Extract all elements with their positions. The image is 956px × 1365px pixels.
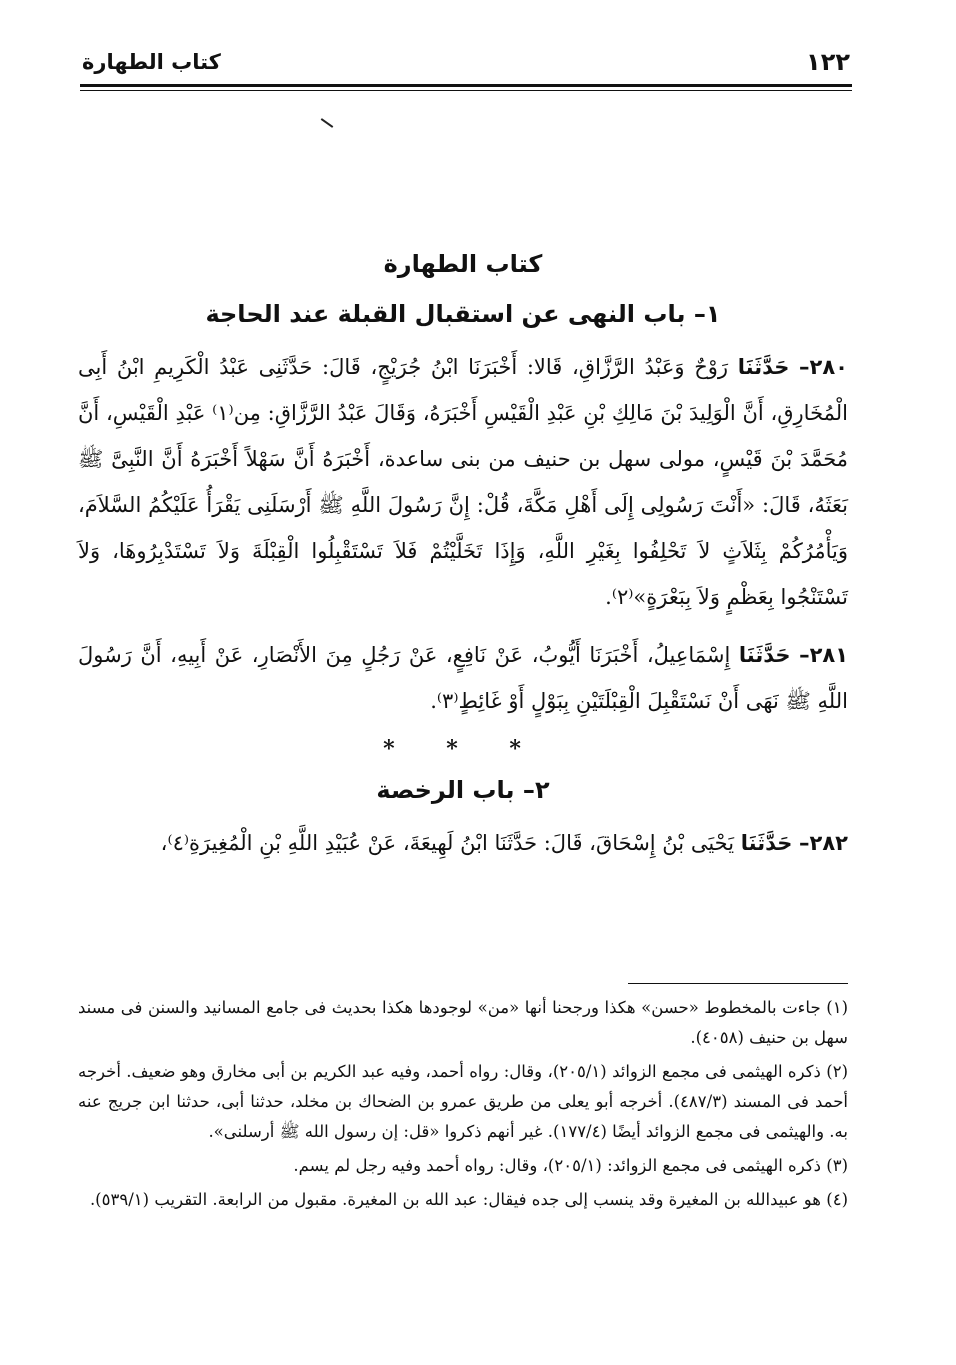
running-title: كتاب الطهارة — [82, 50, 221, 74]
hadith-number: ٢٨١– — [799, 643, 849, 667]
hadith-lead: حَدَّثَنَا — [737, 355, 790, 379]
footnote-4: (٤) هو عبيدالله بن المغيرة وقد ينسب إلى جده فيقال: عبد الله بن المغيرة. مقبول من الرابعة. التقريب (٥٣٩/١). — [89, 1190, 848, 1209]
footnote-3: (٣) ذكره الهيثمى فى مجمع الزوائد: (٢٠٥/١)، وقال: رواه أحمد وفيه رجل لم يسم. — [293, 1156, 848, 1175]
hadith-lead: حَدَّثَنَا — [738, 643, 791, 667]
footnote-2: (٢) ذكره الهيثمى فى مجمع الزوائد (٢٠٥/١)، وقال: رواه أحمد، وفيه عبد الكريم بن أبى مخارق وهو ضعيف. أخرجه أحمد فى المسند (٤٨٧/٣). أخرجه أبو يعلى من طريق عمرو بن الضحاك بن مخلد، حدثنا أبى، حدثنا ابن جريج عنه به. والهيثمى فى مجمع الزوائد أيضًا (١٧٧/٤). غير أنهم ذكروا «قل: إن رسول الله ﷺ أرسلنى». — [78, 1062, 848, 1141]
header-rule-thin — [80, 90, 852, 91]
section-title-2: ٢– باب الرخصة — [376, 776, 550, 804]
hadith-280 — [78, 344, 848, 620]
hadith-number: ٢٨٠– — [799, 355, 848, 379]
hadith-number: ٢٨٢– — [799, 831, 848, 855]
page-header — [80, 42, 852, 92]
page-number: ١٢٢ — [806, 48, 850, 76]
hadith-text: رَوْحٌ وَعَبْدُ الرَّزَّاقِ، قَالا: أَخْبَرَنَا ابْنُ جُرَيْجٍ، قَالَ: حَدَّثَنِى عَبْدُ الْكَرِيمِ ابْنُ أَبِى الْمُخَارِقِ، أَنَّ الْوَلِيدَ بْنَ مَالِكِ بْنِ عَبْدِ الْقَيْسِ أَخْبَرَهُ، وَقَالَ عَبْدُ الرَّزَّاقِ: مِن⁽١⁾ عَبْدِ الْقَيْسِ، أَنَّ مُحَمَّدَ بْنَ قَيْسٍ، مولى سهل بن حنيف من بنى ساعدة، أَخْبَرَهُ أَنَّ سَهْلاً أَخْبَرَهُ أَنَّ النَّبِىَّ ﷺ بَعَثَهُ، قَالَ: «أَنْتَ رَسُولِى إِلَى أَهْلِ مَكَّةَ، قُلْ: إِنَّ رَسُولَ اللَّهِ ﷺ أَرْسَلَنِى يَقْرَأُ عَلَيْكُمُ السَّلاَمَ، وَيَأْمُرُكُمْ بِثَلاَثٍ لاَ تَحْلِفُوا بِغَيْرِ اللَّهِ، وَإِذَا تَخَلَّيْتُمْ فَلاَ تَسْتَقْبِلُوا الْقِبْلَةَ وَلاَ تَسْتَدْبِرُوهَا، وَلاَ تَسْتَنْجُوا بِعَظْمٍ وَلاَ بِبَعْرَةٍ»⁽٢⁾. — [78, 355, 848, 609]
chapter-title: كتاب الطهارة — [383, 250, 543, 278]
hadith-281 — [78, 632, 848, 724]
hadith-text: يَحْيَى بْنُ إِسْحَاقَ، قَالَ: حَدَّثَنَا ابْنُ لَهِيعَةَ، عَنْ عُبَيْدِ اللَّهِ بْنِ الْمُغِيرَةِ⁽٤⁾، — [160, 831, 735, 855]
hadith-lead: حَدَّثَنَا — [740, 831, 793, 855]
footnote-1: (١) جاءت بالمخطوط «حسن» هكذا ورجحنا أنها «من» لوجودها هكذا بحديث فى جامع المسانيد والسنن فى مسند سهل بن حنيف (٤٠٥٨). — [78, 998, 848, 1047]
hadith-text: إِسْمَاعِيلُ، أَخْبَرَنَا أَيُّوبُ، عَنْ نَافِعٍ، عَنْ رَجُلٍ مِنَ الأَنْصَارِ، عَنْ أَبِيهِ، أَنَّ رَسُولَ اللَّهِ ﷺ نَهَى أَنْ نَسْتَقْبِلَ الْقِبْلَتَيْنِ بِبَوْلٍ أَوْ غَائِطٍ⁽٣⁾. — [78, 643, 848, 713]
hadith-282 — [78, 820, 848, 866]
footnote-rule — [628, 983, 848, 984]
stray-mark — [321, 118, 334, 128]
header-rule-thick — [80, 84, 852, 87]
section-title-1: ١– باب النهى عن استقبال القبلة عند الحاجة — [205, 300, 721, 328]
footnotes — [78, 993, 848, 1219]
main-text — [78, 240, 848, 878]
section-separator: * * * — [383, 736, 543, 762]
